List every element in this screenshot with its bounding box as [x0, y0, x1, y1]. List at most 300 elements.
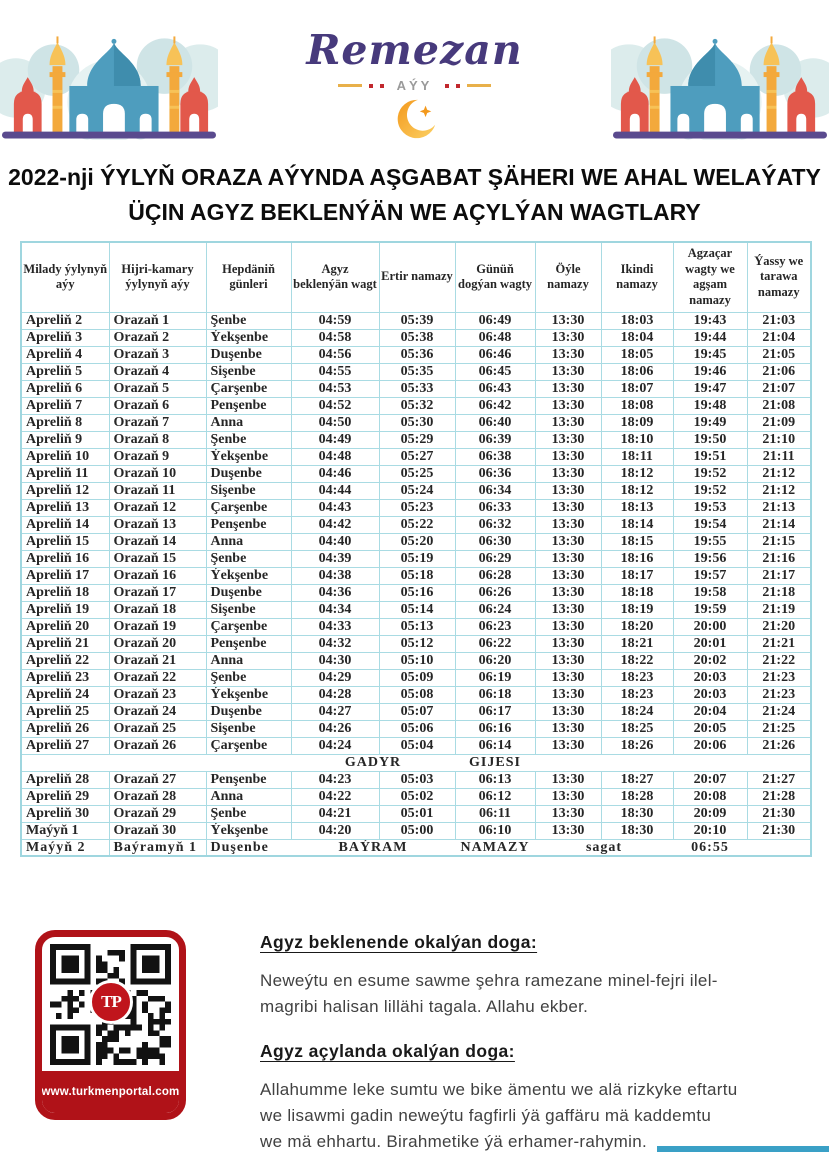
table-cell: 04:33 [291, 618, 379, 635]
table-cell: Apreliň 4 [21, 346, 109, 363]
table-cell: Anna [206, 788, 291, 805]
table-cell: 18:09 [601, 414, 673, 431]
table-cell: 19:52 [673, 482, 747, 499]
table-cell: 05:03 [379, 771, 455, 788]
table-cell: 21:15 [747, 533, 811, 550]
table-cell: Orazaň 29 [109, 805, 206, 822]
table-cell: 21:14 [747, 516, 811, 533]
table-cell: Şenbe [206, 805, 291, 822]
table-cell: 06:20 [455, 652, 535, 669]
table-cell: 20:02 [673, 652, 747, 669]
table-cell: Apreliň 6 [21, 380, 109, 397]
table-cell: Çarşenbe [206, 737, 291, 754]
column-header-3: Agyz beklenýän wagt [291, 242, 379, 312]
table-cell: 04:27 [291, 703, 379, 720]
ornament-dot [456, 84, 460, 88]
table-cell: 05:02 [379, 788, 455, 805]
table-cell: Orazaň 27 [109, 771, 206, 788]
table-cell: 18:21 [601, 635, 673, 652]
table-cell: 21:12 [747, 482, 811, 499]
table-cell: Baýramyň 1 [109, 839, 206, 856]
table-cell: 05:39 [379, 312, 455, 329]
table-cell: 19:47 [673, 380, 747, 397]
table-cell: 04:59 [291, 312, 379, 329]
table-cell: Apreliň 2 [21, 312, 109, 329]
table-cell: 21:23 [747, 686, 811, 703]
table-cell: BAÝRAM [291, 839, 455, 856]
table-row [21, 397, 811, 414]
table-cell: Orazaň 24 [109, 703, 206, 720]
table-cell: Orazaň 3 [109, 346, 206, 363]
table-cell: 04:28 [291, 686, 379, 703]
table-cell: NAMAZY [455, 839, 535, 856]
table-row [21, 635, 811, 652]
table-cell: 06:17 [455, 703, 535, 720]
table-cell: Duşenbe [206, 584, 291, 601]
table-cell: 18:23 [601, 669, 673, 686]
table-row [21, 482, 811, 499]
table-cell: 06:55 [673, 839, 747, 856]
column-header-5: Günüň dogýan wagty [455, 242, 535, 312]
table-cell: 21:13 [747, 499, 811, 516]
table-cell: Maýyň 1 [21, 822, 109, 839]
table-cell: Ýekşenbe [206, 448, 291, 465]
table-cell: 06:48 [455, 329, 535, 346]
table-cell: Apreliň 17 [21, 567, 109, 584]
table-cell [747, 839, 811, 856]
table-cell: 06:10 [455, 822, 535, 839]
table-cell: 05:24 [379, 482, 455, 499]
table-cell: 04:29 [291, 669, 379, 686]
table-cell: Apreliň 3 [21, 329, 109, 346]
table-cell: 19:50 [673, 431, 747, 448]
table-cell: 19:59 [673, 601, 747, 618]
table-cell: 21:04 [747, 329, 811, 346]
table-cell: 21:20 [747, 618, 811, 635]
table-cell: 20:04 [673, 703, 747, 720]
table-cell: 19:58 [673, 584, 747, 601]
qr-url-band [42, 1071, 179, 1113]
table-row [21, 550, 811, 567]
table-cell: 21:24 [747, 703, 811, 720]
table-cell: 21:16 [747, 550, 811, 567]
table-cell: Orazaň 12 [109, 499, 206, 516]
table-cell: 06:45 [455, 363, 535, 380]
table-cell: Apreliň 14 [21, 516, 109, 533]
table-cell: 13:30 [535, 771, 601, 788]
table-cell: 20:09 [673, 805, 747, 822]
dua1-text: Neweýtu en esume sawme şehra ramezane minel-fejri ilel-magribi halisan lillähi tagala. Allahu ekber. [260, 971, 718, 1017]
table-cell: 18:17 [601, 567, 673, 584]
table-cell: 18:28 [601, 788, 673, 805]
table-cell: 19:46 [673, 363, 747, 380]
table-cell: Orazaň 9 [109, 448, 206, 465]
table-cell: 19:44 [673, 329, 747, 346]
page-title [0, 160, 829, 229]
table-cell: 13:30 [535, 805, 601, 822]
table-cell: Penşenbe [206, 635, 291, 652]
column-header-9: Ýassy we tarawa namazy [747, 242, 811, 312]
table-cell: Orazaň 20 [109, 635, 206, 652]
table-cell: 13:30 [535, 397, 601, 414]
table-cell: Duşenbe [206, 465, 291, 482]
table-cell: Orazaň 28 [109, 788, 206, 805]
dua2-title: Agyz açylanda okalýan doga: [260, 1040, 515, 1061]
table-cell: 19:48 [673, 397, 747, 414]
table-cell: 21:18 [747, 584, 811, 601]
table-cell: Anna [206, 414, 291, 431]
table-row [21, 584, 811, 601]
table-cell: Ýekşenbe [206, 329, 291, 346]
table-cell: 18:25 [601, 720, 673, 737]
ornament-dot [369, 84, 373, 88]
table-cell: 21:09 [747, 414, 811, 431]
table-cell: 19:57 [673, 567, 747, 584]
column-header-1: Hijri-kamary ýylynyň aýy [109, 242, 206, 312]
table-cell: 05:32 [379, 397, 455, 414]
table-cell: 13:30 [535, 346, 601, 363]
table-cell: 06:36 [455, 465, 535, 482]
table-cell: 06:16 [455, 720, 535, 737]
table-cell: 04:55 [291, 363, 379, 380]
table-cell: 05:38 [379, 329, 455, 346]
column-header-6: Öýle namazy [535, 242, 601, 312]
table-cell: 06:32 [455, 516, 535, 533]
table-cell: 06:40 [455, 414, 535, 431]
table-cell: 19:56 [673, 550, 747, 567]
table-cell: 20:00 [673, 618, 747, 635]
table-cell: 18:08 [601, 397, 673, 414]
table-cell: Orazaň 19 [109, 618, 206, 635]
table-cell: 20:05 [673, 720, 747, 737]
table-cell: 04:52 [291, 397, 379, 414]
table-cell: 21:26 [747, 737, 811, 754]
page-title-line1: 2022-nji ÝYLYŇ ORAZA AÝYNDA AŞGABAT ŞÄHERI WE AHAL WELAÝATY [8, 164, 821, 190]
brand-subtitle: AÝY [396, 78, 433, 93]
table-cell: 06:18 [455, 686, 535, 703]
table-cell: 13:30 [535, 312, 601, 329]
table-row [21, 788, 811, 805]
table-cell: 13:30 [535, 788, 601, 805]
table-cell: 04:22 [291, 788, 379, 805]
table-row [21, 618, 811, 635]
table-cell: 06:34 [455, 482, 535, 499]
table-cell: 21:21 [747, 635, 811, 652]
table-cell: Anna [206, 652, 291, 669]
dua1-title: Agyz beklenende okalýan doga: [260, 932, 538, 952]
table-cell: 18:05 [601, 346, 673, 363]
footer [35, 930, 738, 1162]
table-cell: 13:30 [535, 414, 601, 431]
table-cell: Ýekşenbe [206, 822, 291, 839]
table-cell: 04:53 [291, 380, 379, 397]
table-cell: 05:18 [379, 567, 455, 584]
table-cell: Ýekşenbe [206, 567, 291, 584]
table-cell: 05:13 [379, 618, 455, 635]
table-row [21, 686, 811, 703]
table-cell: Apreliň 20 [21, 618, 109, 635]
table-cell: Apreliň 26 [21, 720, 109, 737]
table-cell: 06:28 [455, 567, 535, 584]
table-cell: 05:27 [379, 448, 455, 465]
table-cell: Apreliň 15 [21, 533, 109, 550]
ornament-dot [445, 84, 449, 88]
table-cell: 06:46 [455, 346, 535, 363]
table-cell: Orazaň 23 [109, 686, 206, 703]
table-cell: 06:33 [455, 499, 535, 516]
table-cell: 06:12 [455, 788, 535, 805]
table-cell: 13:30 [535, 482, 601, 499]
table-cell: Maýyň 2 [21, 839, 109, 856]
table-cell: 19:52 [673, 465, 747, 482]
table-cell: Apreliň 11 [21, 465, 109, 482]
table-cell: 18:07 [601, 380, 673, 397]
table-cell: 21:11 [747, 448, 811, 465]
table-cell: 21:08 [747, 397, 811, 414]
table-cell: 05:33 [379, 380, 455, 397]
table-cell: 21:27 [747, 771, 811, 788]
dua2-text: Allahumme leke sumtu we bike ämentu we alä rizkyke eftartu we lisawmi gadin neweýtu fagfirli ýä gaffäru mä kaddemtu we mä ehhartu. Birahmetike ýä erhamer-rahymin. [260, 1079, 738, 1152]
table-cell: 04:24 [291, 737, 379, 754]
table-cell: 13:30 [535, 567, 601, 584]
table-cell: 05:16 [379, 584, 455, 601]
table-cell: 04:58 [291, 329, 379, 346]
table-row [21, 567, 811, 584]
table-cell: 13:30 [535, 652, 601, 669]
table-cell: Apreliň 18 [21, 584, 109, 601]
table-cell: Apreliň 25 [21, 703, 109, 720]
table-cell: 04:40 [291, 533, 379, 550]
table-cell: Şenbe [206, 550, 291, 567]
table-cell: 13:30 [535, 533, 601, 550]
table-row [21, 380, 811, 397]
table-cell: 05:22 [379, 516, 455, 533]
table-cell: 13:30 [535, 550, 601, 567]
table-cell: Orazaň 5 [109, 380, 206, 397]
table-cell: 13:30 [535, 601, 601, 618]
table-row [21, 720, 811, 737]
table-cell: 13:30 [535, 329, 601, 346]
table-cell: 18:14 [601, 516, 673, 533]
table-cell: Sişenbe [206, 482, 291, 499]
brand-subtitle-row [0, 78, 829, 93]
table-cell: Orazaň 22 [109, 669, 206, 686]
table-cell: Orazaň 25 [109, 720, 206, 737]
table-cell: 13:30 [535, 363, 601, 380]
table-cell: 04:32 [291, 635, 379, 652]
table-cell: 19:49 [673, 414, 747, 431]
table-cell: 05:14 [379, 601, 455, 618]
table-cell: 18:10 [601, 431, 673, 448]
table-row [21, 669, 811, 686]
table-cell: 05:19 [379, 550, 455, 567]
table-cell: 18:04 [601, 329, 673, 346]
column-header-2: Hepdäniň günleri [206, 242, 291, 312]
column-header-0: Milady ýylynyň aýy [21, 242, 109, 312]
table-cell: 05:00 [379, 822, 455, 839]
table-cell: Anna [206, 533, 291, 550]
table-cell: 21:19 [747, 601, 811, 618]
table-cell: 05:12 [379, 635, 455, 652]
table-cell: 18:12 [601, 482, 673, 499]
table-row [21, 312, 811, 329]
table-cell: Orazaň 17 [109, 584, 206, 601]
tp-logo-text: TP [101, 992, 121, 1011]
table-cell: 13:30 [535, 431, 601, 448]
table-cell: 18:15 [601, 533, 673, 550]
table-cell: GADYR [291, 754, 455, 771]
table-cell: 18:27 [601, 771, 673, 788]
table-cell: Duşenbe [206, 346, 291, 363]
table-cell: 06:26 [455, 584, 535, 601]
table-cell: 18:24 [601, 703, 673, 720]
table-cell: 21:12 [747, 465, 811, 482]
table-cell: 05:20 [379, 533, 455, 550]
table-cell: 05:08 [379, 686, 455, 703]
table-cell: Orazaň 4 [109, 363, 206, 380]
table-cell: 04:46 [291, 465, 379, 482]
table-cell: 19:45 [673, 346, 747, 363]
table-cell: 06:29 [455, 550, 535, 567]
table-cell: 13:30 [535, 686, 601, 703]
table-cell: Orazaň 21 [109, 652, 206, 669]
table-cell: Apreliň 27 [21, 737, 109, 754]
table-cell: 13:30 [535, 465, 601, 482]
table-row [21, 414, 811, 431]
table-cell: 04:38 [291, 567, 379, 584]
table-cell: 06:22 [455, 635, 535, 652]
table-cell: 05:29 [379, 431, 455, 448]
table-cell: 21:22 [747, 652, 811, 669]
table-cell: 06:39 [455, 431, 535, 448]
table-cell: 04:44 [291, 482, 379, 499]
table-cell: 20:03 [673, 686, 747, 703]
table-cell: 06:24 [455, 601, 535, 618]
bayram-namazy-row [21, 839, 811, 856]
crescent-moon-icon [0, 97, 829, 148]
table-cell: 06:38 [455, 448, 535, 465]
table-cell: 06:30 [455, 533, 535, 550]
table-cell: 18:16 [601, 550, 673, 567]
ornament-dash-right [467, 84, 491, 87]
table-cell: Apreliň 8 [21, 414, 109, 431]
table-cell: 18:19 [601, 601, 673, 618]
table-cell: Orazaň 30 [109, 822, 206, 839]
table-cell: 21:10 [747, 431, 811, 448]
table-cell: 18:13 [601, 499, 673, 516]
ornament-dot [380, 84, 384, 88]
page-title-line2: ÜÇIN AGYZ BEKLENÝÄN WE AÇYLÝAN WAGTLARY [128, 198, 701, 225]
table-cell: GIJESI [455, 754, 535, 771]
table-cell: 05:04 [379, 737, 455, 754]
table-cell: 13:30 [535, 584, 601, 601]
table-cell: 13:30 [535, 516, 601, 533]
table-cell: 20:07 [673, 771, 747, 788]
tp-logo [89, 980, 133, 1024]
table-cell: 19:53 [673, 499, 747, 516]
table-cell: 04:23 [291, 771, 379, 788]
table-cell: Apreliň 13 [21, 499, 109, 516]
table-row [21, 329, 811, 346]
table-cell: 05:25 [379, 465, 455, 482]
brand-logo [0, 26, 829, 148]
table-cell: 21:30 [747, 822, 811, 839]
brand-name: Remezan [306, 26, 523, 74]
table-cell: Çarşenbe [206, 380, 291, 397]
table-cell: 19:54 [673, 516, 747, 533]
table-cell: 04:34 [291, 601, 379, 618]
bottom-accent-bar [657, 1146, 829, 1152]
table-cell: Penşenbe [206, 771, 291, 788]
table-cell: 04:50 [291, 414, 379, 431]
table-cell: Apreliň 21 [21, 635, 109, 652]
table-cell: Apreliň 9 [21, 431, 109, 448]
table-cell: Apreliň 12 [21, 482, 109, 499]
table-cell: Orazaň 10 [109, 465, 206, 482]
column-header-7: Ikindi namazy [601, 242, 673, 312]
table-cell: 05:09 [379, 669, 455, 686]
table-cell: 06:49 [455, 312, 535, 329]
table-cell: 19:43 [673, 312, 747, 329]
table-cell: Şenbe [206, 312, 291, 329]
table-cell: Penşenbe [206, 516, 291, 533]
table-cell: Çarşenbe [206, 618, 291, 635]
table-cell: 04:39 [291, 550, 379, 567]
table-cell: 21:03 [747, 312, 811, 329]
table-cell: 04:42 [291, 516, 379, 533]
table-row [21, 516, 811, 533]
dua-section [260, 930, 738, 1162]
table-cell: 05:23 [379, 499, 455, 516]
table-cell: Penşenbe [206, 397, 291, 414]
table-cell: 13:30 [535, 737, 601, 754]
table-cell: 13:30 [535, 618, 601, 635]
table-cell: 13:30 [535, 380, 601, 397]
table-row [21, 822, 811, 839]
table-cell: Apreliň 10 [21, 448, 109, 465]
table-cell: Apreliň 5 [21, 363, 109, 380]
table-cell: 20:03 [673, 669, 747, 686]
table-cell: 20:01 [673, 635, 747, 652]
table-cell: 06:14 [455, 737, 535, 754]
table-cell: 13:30 [535, 720, 601, 737]
table-cell: Orazaň 6 [109, 397, 206, 414]
table-row [21, 533, 811, 550]
table-cell: 05:10 [379, 652, 455, 669]
table-cell: 18:26 [601, 737, 673, 754]
table-cell: Apreliň 16 [21, 550, 109, 567]
table-cell: sagat [535, 839, 673, 856]
table-cell: 13:30 [535, 669, 601, 686]
table-cell: Şenbe [206, 669, 291, 686]
table-row [21, 601, 811, 618]
table-cell: Orazaň 26 [109, 737, 206, 754]
table-row [21, 431, 811, 448]
table-cell [535, 754, 811, 771]
table-cell: 05:07 [379, 703, 455, 720]
table-cell: 13:30 [535, 703, 601, 720]
table-cell: 18:03 [601, 312, 673, 329]
table-cell [21, 754, 291, 771]
table-cell: Duşenbe [206, 703, 291, 720]
column-header-8: Agzaçar wagty we agşam namazy [673, 242, 747, 312]
table-row [21, 703, 811, 720]
table-cell: 18:11 [601, 448, 673, 465]
table-row [21, 771, 811, 788]
table-cell: 06:23 [455, 618, 535, 635]
qr-card [35, 930, 186, 1120]
table-cell: Orazaň 11 [109, 482, 206, 499]
